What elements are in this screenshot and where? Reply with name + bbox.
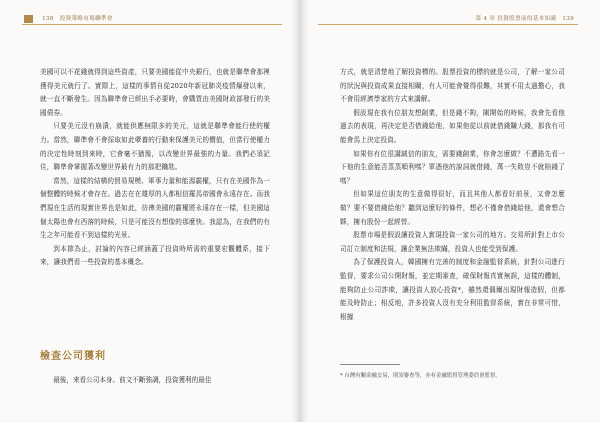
footnote: * 台灣有關金融交易，則須審查等，亦有金融監督管理委員會監督。 (340, 373, 501, 379)
left-body-text (40, 66, 270, 270)
right-running-title: 投資股票前的基本知識 (497, 16, 557, 22)
left-running-head (24, 14, 113, 23)
chapter-label: 第 4 章 (475, 16, 496, 22)
left-running-title: 投資策略市場聯準會 (59, 16, 113, 22)
left-paragraph-4: 到本節為止，討論的內容已經涵蓋了投資時所需的重要宏觀體系，接下來，讓我們看一些投資的基本概念。 (40, 244, 270, 267)
right-paragraph-3: 如果你有位很講誠信的朋友，需要錢創業，你會怎麼做？不遭路先看一下他的生意能否蒸蒸順利嗎？單憑他的說詞就借錢，萬一失敗豈不就賠錢了嗎？ (340, 149, 565, 185)
right-paragraph-2: 假設現在我有位朋友想創業，但是錢不夠，剛開始的時候，我會先看他過去的表現，再決定是否借錢給他，如果他從以前就借錢賺大錢，那我有可能會馬上決定投資。 (340, 108, 565, 144)
footnote-rule (340, 364, 400, 365)
left-paragraph-1: 美國可以不花錢就得到這些資產，只要美國能從中央銀行，也就是聯準會那裡獲得美元就行了。實際上，這樣的事情自從2020年新冠肺炎疫情爆發以來，就一直不斷發生。因為聯準會已經出手必要時，會購買由美國財政部發行的美國債券。 (40, 68, 270, 117)
section-paragraph: 最後，來看公司本身。前文不斷強調，投資獲利的最佳 (53, 376, 212, 384)
section-heading: 檢查公司獲利 (40, 351, 106, 362)
right-page-number: 139 (562, 16, 574, 22)
right-running-head (476, 14, 579, 22)
left-header-rule (22, 24, 282, 25)
right-header-rule (318, 24, 578, 25)
publisher-logo-icon (24, 15, 33, 23)
right-paragraph-5: 股票市場是假設讓投資人實現投資一家公司的地方。交易所針對上市公司訂立制度和法規，讓企業無法欺瞞，投資人也能受到保護。 (340, 231, 565, 253)
left-paragraph-2: 只要美元沒有崩潰，就能供應無限多的美元，這就是聯準會能行使的權力。當然，聯準會不會採取如此孽養的行動來保護美元的價值，但當行使權力的決定性時刻到來時，它會毫不猶豫，以改變世界最強的力量。我們必須記住，聯準會掌握著改變世界最有力的那把鑰匙。 (40, 122, 270, 172)
right-body-text (340, 66, 565, 324)
right-paragraph-6: 為了保護投資人，韓國擁有完善的制度和金融監督系統，針對公司進行監督，要求公司公開財報，並定期審查，確保財報真實無誤，這樣的體制，能夠防止公司詐欺，讓投資人放心投資*，雖然還偶爾出現財報造假，但都能及時防止；相反地，許多投資人沒有充分利用監督系統，實在非常可惜，根據 (340, 258, 565, 321)
right-page (300, 0, 600, 422)
right-paragraph-4: 但如果這位朋友的生意做得很好，而且其他人都看好前景，又會怎麼做？要不要借錢給他？聽到這麼好的條件，想必不僅會借錢給他，還會想合夥，擁有股份一起經營。 (340, 190, 565, 226)
left-page-number: 138 (42, 16, 54, 22)
left-paragraph-3: 當然，這樣的結構的貿易規模、軍事力量和能源霸權，只有在美國作為一個整體的時候才會存在。過去在在雄厚的人都相信羅馬帝國會永遠存在。而我們現在生活的現實世界也是如此，彷彿美國的霸權將永遠存在一樣，但美國這個太陽也會有西落的時候，只是可能沒有想像的那麼快。我認為，在我們的有生之年可能看不到這樣的光景。 (40, 176, 270, 240)
right-paragraph-1: 方式，就是清楚地了解投資標的。股票投資的標的就是公司，了解一家公司的狀況與投資成果直接相關，有人可能會覺得很難，其實不用太過擔心，我不會用經濟學家的方式來講解。 (340, 68, 565, 104)
